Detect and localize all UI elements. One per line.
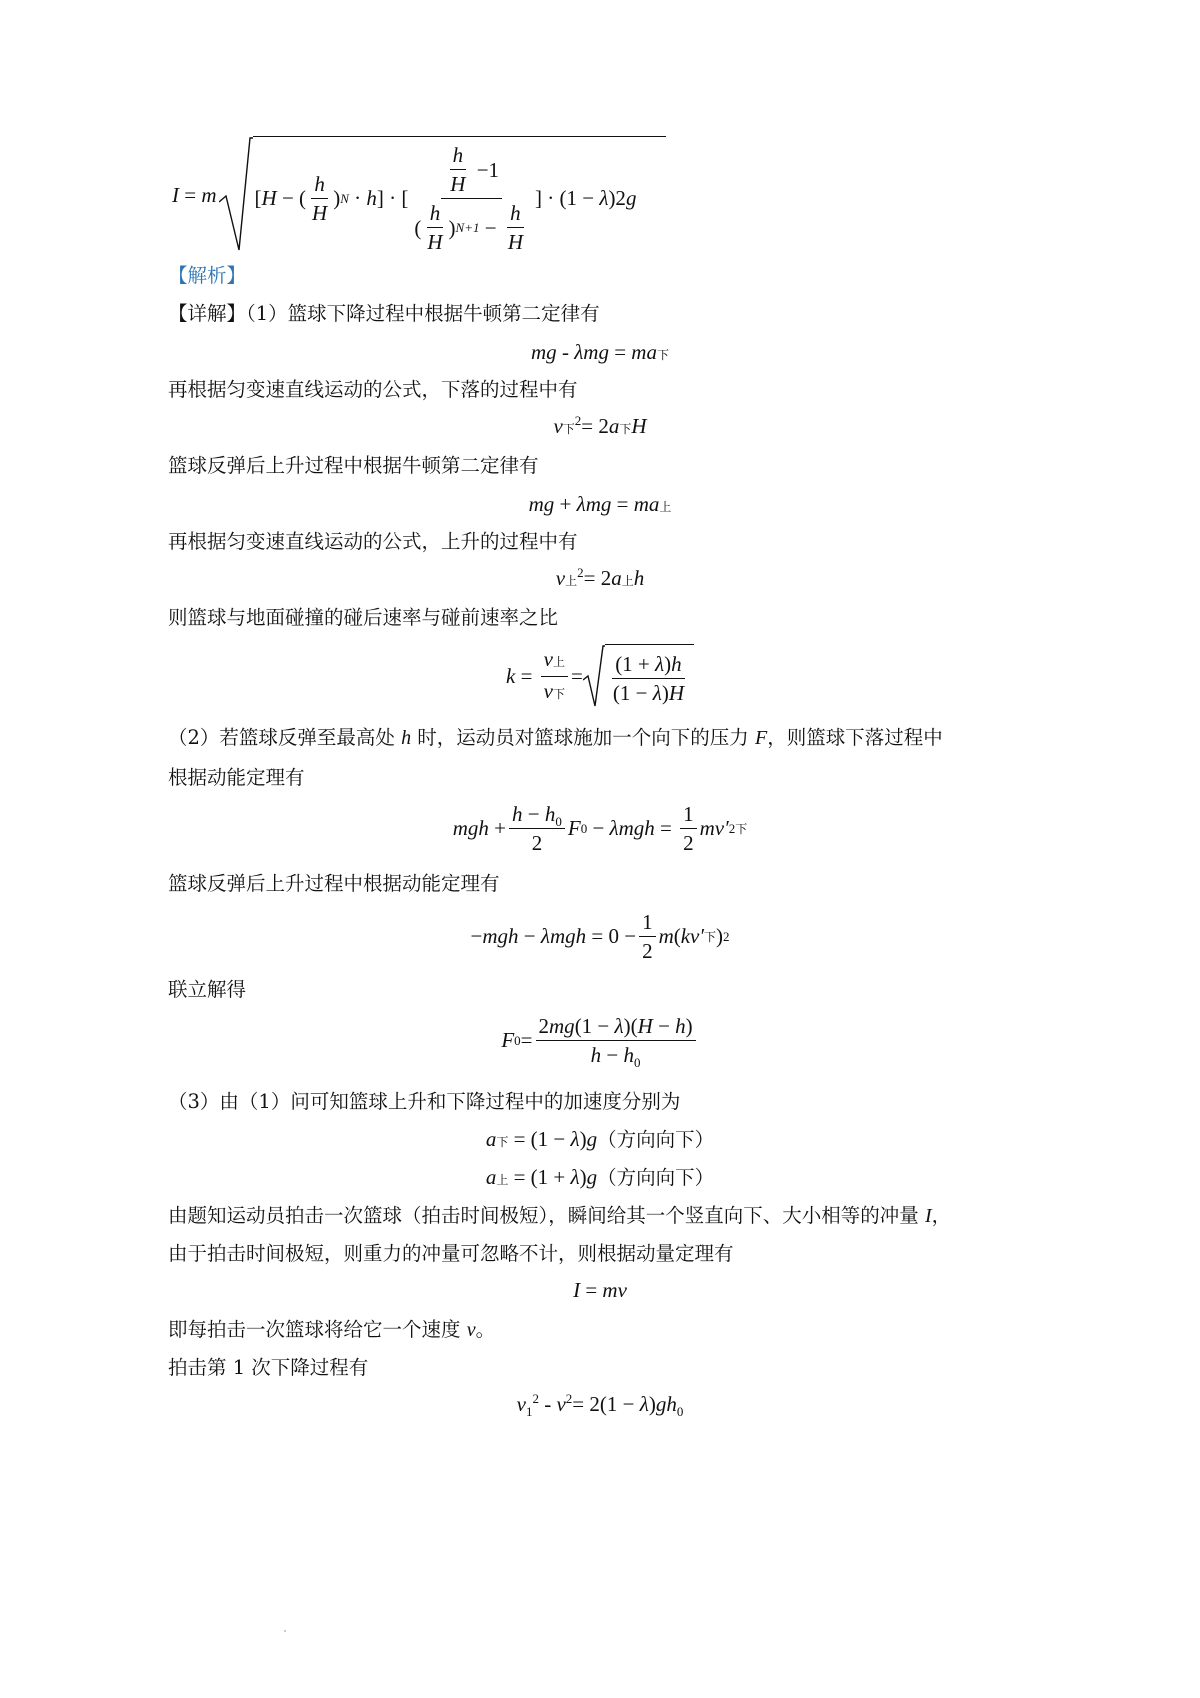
paragraph-text: 由题知运动员拍击一次篮球（拍击时间极短），瞬间给其一个竖直向下、大小相等的冲量	[168, 1204, 925, 1227]
paragraph-text: 时，运动员对篮球施加一个向下的压力	[411, 726, 756, 749]
paragraph-detail-1	[168, 300, 600, 328]
equation-momentum: I = mv	[573, 1278, 627, 1302]
paragraph-11	[168, 1202, 951, 1230]
paragraph-4: 再根据匀变速直线运动的公式，上升的过程中有	[168, 530, 578, 553]
equation-accel-down: a下 = (1 − λ)g（方向向下）	[485, 1127, 715, 1151]
paragraph-10: （3）由（1）问可知篮球上升和下降过程中的加速度分别为	[168, 1090, 681, 1113]
paragraph-6	[168, 724, 943, 752]
equation-newton-down: mg - λmg = ma下	[531, 340, 669, 364]
detail-tag: 【详解】	[168, 302, 247, 325]
paragraph-14: 拍击第 1 次下降过程有	[168, 1356, 369, 1379]
paragraph-text: （1）篮球下降过程中根据牛顿第二定律有	[246, 302, 600, 325]
section-analysis-heading: 【解析】	[168, 264, 247, 287]
paragraph-text: ，则篮球下落过程中	[767, 726, 943, 749]
paragraph-text: （2）若篮球反弹至最高处	[168, 726, 402, 749]
equation-kinematics-up: v上$^2$= 2a上h	[555, 565, 645, 590]
paragraph-2: 再根据匀变速直线运动的公式，下落的过程中有	[168, 378, 578, 401]
equation-energy-down: mgh + $\frac{h - h_0}{2}$ F 0 − λmgh = $\frac{1}{2}$ mv′ 2 下	[452, 802, 748, 855]
var-F: F	[755, 727, 768, 749]
paragraph-12: 由于拍击时间极短，则重力的冲量可忽略不计，则根据动量定理有	[168, 1242, 734, 1265]
equation-first-hit: $v_1^2 - v^2= 2(1 - \lambda)gh_0$	[516, 1391, 684, 1420]
paragraph-3: 篮球反弹后上升过程中根据牛顿第二定律有	[168, 454, 539, 477]
equation-F0: F 0 = $\frac{2mg(1 - \lambda)(H - h)}{h - h_0}$	[0, 1014, 1200, 1067]
var-h: h	[401, 727, 412, 749]
paragraph-9: 联立解得	[168, 978, 247, 1001]
paragraph-8: 篮球反弹后上升过程中根据动能定理有	[168, 872, 500, 895]
paragraph-5: 则篮球与地面碰撞的碰后速率与碰前速率之比	[168, 606, 559, 629]
paragraph-text: 。	[475, 1318, 496, 1341]
paragraph-text: 即每拍击一次篮球将给它一个速度	[168, 1318, 467, 1341]
formula-impulse-result: I = m [ H − ( $\frac{h}{H}$ ) N · h ] · [ $\frac{h}{H}$ −1 ( $\frac{h}{H}$ ) N+1 − $\frac{h}{H}$ ] · (1 − λ )2 g	[172, 135, 666, 255]
equation-energy-up: − mgh − λmgh = 0 − $\frac{1}{2}$ m ( kv′ 下 ) 2	[470, 910, 730, 963]
var-I: I	[924, 1205, 932, 1227]
paragraph-text: ，	[931, 1204, 952, 1227]
equation-newton-up: mg + λmg = ma上	[528, 492, 672, 516]
paragraph-7: 根据动能定理有	[168, 766, 305, 789]
equation-ratio-k: k = $\frac{\text{v上}}{\text{v下}}$ = $\frac{(1 + \lambda)h}{(1 - \lambda)H}$	[0, 644, 1200, 708]
equation-kinematics-down: v下$^2$= 2a下H	[553, 413, 647, 438]
var-v: v	[466, 1319, 476, 1341]
paragraph-13	[168, 1316, 495, 1344]
equation-accel-up: a上 = (1 + λ)g（方向向下）	[485, 1165, 715, 1189]
page-dot-mark	[284, 1630, 286, 1632]
